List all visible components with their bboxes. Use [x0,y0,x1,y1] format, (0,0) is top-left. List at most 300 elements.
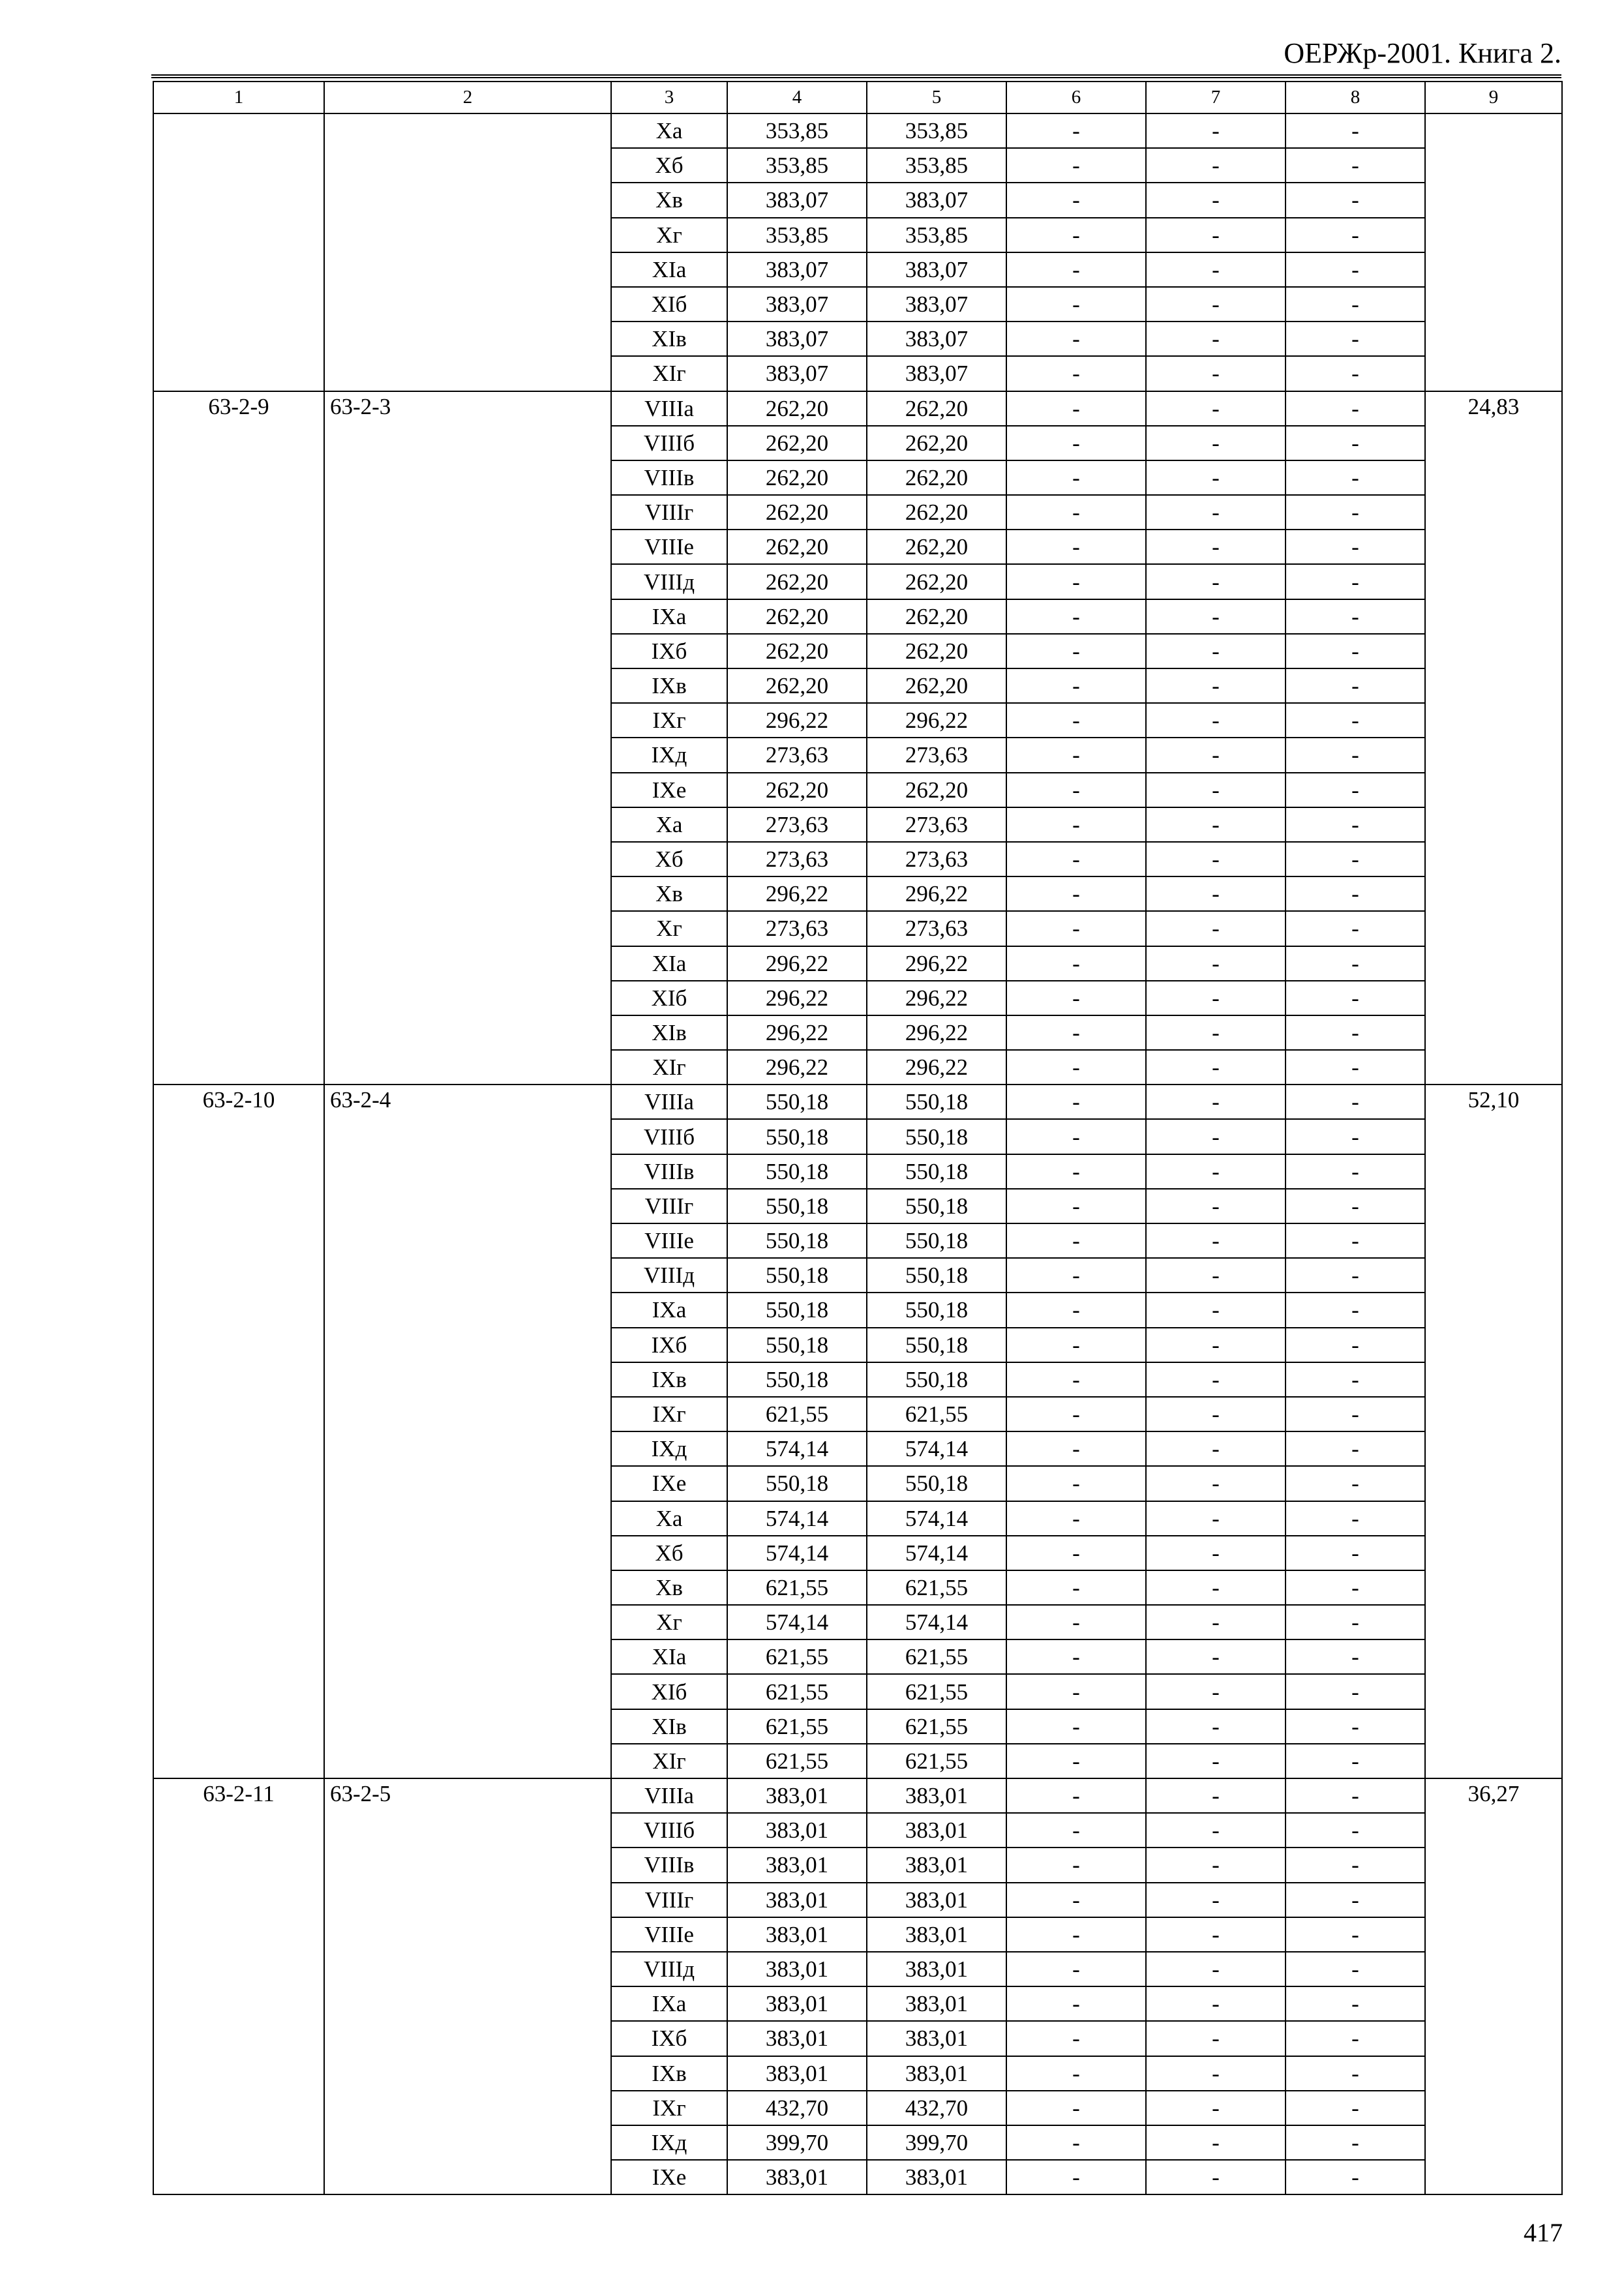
category-cell: XIб [611,287,727,322]
category-cell: VIIIe [611,530,727,564]
category-cell: Xв [611,876,727,911]
value-cell: 296,22 [867,876,1006,911]
dash-cell: - [1006,599,1146,634]
value-cell: 574,14 [727,1501,867,1536]
dash-cell: - [1146,460,1286,495]
dash-cell: - [1006,1328,1146,1362]
value-cell: 550,18 [727,1154,867,1189]
category-cell: VIIIд [611,1258,727,1293]
value-cell: 273,63 [727,842,867,876]
category-cell: Xa [611,1501,727,1536]
value-cell: 550,18 [727,1328,867,1362]
dash-cell: - [1006,1986,1146,2021]
category-cell: IXa [611,1293,727,1327]
value-cell: 262,20 [867,634,1006,668]
dash-cell: - [1286,1397,1425,1431]
value-cell: 383,07 [727,252,867,287]
value-cell: 383,01 [867,1778,1006,1813]
table-row [153,113,1562,148]
item-code-cell: 63-2-10 [153,1085,324,1778]
category-cell: XIб [611,981,727,1015]
dash-cell: - [1146,1223,1286,1258]
dash-cell: - [1006,1501,1146,1536]
base-ref-cell [324,113,611,391]
dash-cell: - [1286,460,1425,495]
dash-cell: - [1006,911,1146,946]
value-cell: 353,85 [727,148,867,183]
value-cell: 383,01 [867,1986,1006,2021]
value-cell: 296,22 [727,876,867,911]
category-cell: XIг [611,356,727,391]
dash-cell: - [1286,1050,1425,1085]
value-cell: 296,22 [727,1015,867,1050]
value-cell: 383,07 [727,356,867,391]
value-cell: 621,55 [727,1674,867,1709]
category-cell: Xг [611,218,727,252]
column-number: 2 [324,82,611,113]
dash-cell: - [1006,287,1146,322]
value-cell: 262,20 [867,495,1006,530]
value-cell: 621,55 [867,1397,1006,1431]
value-cell: 574,14 [867,1431,1006,1466]
value-cell: 262,20 [727,426,867,460]
category-cell: IXв [611,2056,727,2091]
value-cell: 550,18 [867,1085,1006,1119]
dash-cell: - [1286,599,1425,634]
dash-cell: - [1286,1223,1425,1258]
value-cell: 383,01 [867,2021,1006,2056]
value-cell: 550,18 [727,1293,867,1327]
dash-cell: - [1286,1674,1425,1709]
column-number: 5 [867,82,1006,113]
dash-cell: - [1146,1050,1286,1085]
dash-cell: - [1286,2091,1425,2125]
dash-cell: - [1006,460,1146,495]
dash-cell: - [1006,1778,1146,1813]
value-cell: 621,55 [727,1570,867,1605]
dash-cell: - [1146,1119,1286,1154]
dash-cell: - [1146,1189,1286,1223]
dash-cell: - [1286,842,1425,876]
dash-cell: - [1146,1397,1286,1431]
dash-cell: - [1286,113,1425,148]
dash-cell: - [1286,1917,1425,1952]
value-cell: 262,20 [867,391,1006,426]
category-cell: XIв [611,322,727,356]
dash-cell: - [1146,391,1286,426]
dash-cell: - [1286,1883,1425,1917]
value-cell: 383,07 [867,356,1006,391]
dash-cell: - [1006,2125,1146,2160]
category-cell: VIIIг [611,1883,727,1917]
dash-cell: - [1286,148,1425,183]
value-cell: 621,55 [867,1570,1006,1605]
value-cell: 621,55 [727,1397,867,1431]
dash-cell: - [1146,842,1286,876]
dash-cell: - [1006,1709,1146,1744]
dash-cell: - [1146,2160,1286,2194]
dash-cell: - [1006,322,1146,356]
category-cell: Xг [611,911,727,946]
dash-cell: - [1146,1328,1286,1362]
dash-cell: - [1146,183,1286,217]
value-cell: 574,14 [727,1605,867,1639]
dash-cell: - [1006,1605,1146,1639]
dash-cell: - [1146,1605,1286,1639]
value-cell: 262,20 [727,634,867,668]
value-cell: 383,01 [867,2160,1006,2194]
category-cell: XIб [611,1674,727,1709]
dash-cell: - [1146,1466,1286,1501]
category-cell: XIa [611,946,727,981]
value-cell: 383,01 [727,1952,867,1986]
dash-cell: - [1006,1674,1146,1709]
dash-cell: - [1146,1015,1286,1050]
value-cell: 383,01 [867,1952,1006,1986]
dash-cell: - [1286,391,1425,426]
value-cell: 621,55 [727,1639,867,1674]
value-cell: 262,20 [867,530,1006,564]
value-cell: 550,18 [727,1223,867,1258]
category-cell: XIг [611,1744,727,1778]
dash-cell: - [1286,1466,1425,1501]
dash-cell: - [1006,218,1146,252]
table-row [153,1778,1562,1813]
value-cell: 296,22 [867,1050,1006,1085]
column-9-cell: 36,27 [1425,1778,1562,2194]
value-cell: 273,63 [867,738,1006,772]
dash-cell: - [1146,1570,1286,1605]
dash-cell: - [1006,391,1146,426]
dash-cell: - [1146,1639,1286,1674]
category-cell: VIIIб [611,426,727,460]
value-cell: 262,20 [727,668,867,703]
value-cell: 550,18 [867,1293,1006,1327]
value-cell: 621,55 [867,1639,1006,1674]
dash-cell: - [1146,1501,1286,1536]
dash-cell: - [1006,183,1146,217]
dash-cell: - [1146,911,1286,946]
dash-cell: - [1146,1536,1286,1570]
dash-cell: - [1006,1639,1146,1674]
value-cell: 550,18 [727,1258,867,1293]
category-cell: VIIIв [611,460,727,495]
dash-cell: - [1286,981,1425,1015]
value-cell: 353,85 [727,218,867,252]
dash-cell: - [1146,1778,1286,1813]
dash-cell: - [1146,946,1286,981]
dash-cell: - [1146,1258,1286,1293]
dash-cell: - [1146,1362,1286,1397]
value-cell: 574,14 [867,1501,1006,1536]
dash-cell: - [1006,564,1146,599]
value-cell: 550,18 [867,1154,1006,1189]
dash-cell: - [1146,2091,1286,2125]
dash-cell: - [1146,634,1286,668]
value-cell: 296,22 [727,981,867,1015]
value-cell: 550,18 [727,1119,867,1154]
value-cell: 273,63 [727,911,867,946]
dash-cell: - [1006,1293,1146,1327]
column-9-cell [1425,113,1562,391]
value-cell: 383,01 [867,1813,1006,1848]
value-cell: 550,18 [867,1466,1006,1501]
value-cell: 550,18 [867,1119,1006,1154]
dash-cell: - [1146,356,1286,391]
category-cell: Xa [611,807,727,842]
dash-cell: - [1006,530,1146,564]
value-cell: 383,07 [727,287,867,322]
dash-cell: - [1006,1015,1146,1050]
dash-cell: - [1286,183,1425,217]
value-cell: 383,01 [867,2056,1006,2091]
dash-cell: - [1006,356,1146,391]
value-cell: 383,07 [867,183,1006,217]
dash-cell: - [1286,1258,1425,1293]
dash-cell: - [1286,1848,1425,1882]
value-cell: 550,18 [867,1362,1006,1397]
dash-cell: - [1286,1085,1425,1119]
dash-cell: - [1006,2091,1146,2125]
dash-cell: - [1286,1119,1425,1154]
dash-cell: - [1146,1154,1286,1189]
value-cell: 574,14 [727,1431,867,1466]
dash-cell: - [1006,1883,1146,1917]
category-cell: VIIIг [611,495,727,530]
value-cell: 574,14 [867,1605,1006,1639]
value-cell: 383,07 [867,322,1006,356]
dash-cell: - [1286,1986,1425,2021]
column-9-cell: 52,10 [1425,1085,1562,1778]
value-cell: 550,18 [867,1328,1006,1362]
dash-cell: - [1286,1952,1425,1986]
dash-cell: - [1146,2056,1286,2091]
value-cell: 383,01 [727,1986,867,2021]
value-cell: 383,01 [727,1813,867,1848]
dash-cell: - [1286,2125,1425,2160]
dash-cell: - [1006,1050,1146,1085]
dash-cell: - [1146,426,1286,460]
value-cell: 621,55 [867,1709,1006,1744]
dash-cell: - [1146,1431,1286,1466]
base-ref-cell: 63-2-3 [324,391,611,1085]
dash-cell: - [1146,322,1286,356]
value-cell: 432,70 [867,2091,1006,2125]
value-cell: 383,07 [727,183,867,217]
value-cell: 296,22 [867,946,1006,981]
dash-cell: - [1146,1917,1286,1952]
column-number: 7 [1146,82,1286,113]
column-number-row [153,82,1562,113]
dash-cell: - [1286,634,1425,668]
dash-cell: - [1146,113,1286,148]
dash-cell: - [1146,218,1286,252]
dash-cell: - [1286,1154,1425,1189]
category-cell: Xб [611,1536,727,1570]
dash-cell: - [1286,426,1425,460]
dash-cell: - [1286,1536,1425,1570]
value-cell: 296,22 [727,1050,867,1085]
dash-cell: - [1006,1362,1146,1397]
dash-cell: - [1286,1605,1425,1639]
category-cell: IXд [611,738,727,772]
dash-cell: - [1146,599,1286,634]
category-cell: Xг [611,1605,727,1639]
category-cell: IXв [611,668,727,703]
category-cell: IXe [611,773,727,807]
category-cell: VIIIe [611,1223,727,1258]
value-cell: 353,85 [867,148,1006,183]
value-cell: 383,01 [867,1883,1006,1917]
category-cell: Xa [611,113,727,148]
value-cell: 383,01 [727,2056,867,2091]
dash-cell: - [1006,634,1146,668]
category-cell: IXг [611,2091,727,2125]
dash-cell: - [1286,1431,1425,1466]
category-cell: VIIIe [611,1917,727,1952]
dash-cell: - [1286,1639,1425,1674]
category-cell: Xв [611,183,727,217]
value-cell: 621,55 [867,1674,1006,1709]
value-cell: 262,20 [727,599,867,634]
category-cell: VIIIд [611,564,727,599]
dash-cell: - [1286,495,1425,530]
document-header: ОЕРЖр-2001. Книга 2. [1284,37,1561,69]
value-cell: 383,01 [867,1917,1006,1952]
dash-cell: - [1286,773,1425,807]
value-cell: 262,20 [727,564,867,599]
category-cell: IXд [611,1431,727,1466]
category-cell: IXa [611,1986,727,2021]
page-number: 417 [1524,2218,1563,2247]
dash-cell: - [1006,1466,1146,1501]
value-cell: 432,70 [727,2091,867,2125]
column-number: 9 [1425,82,1562,113]
base-ref-cell: 63-2-4 [324,1085,611,1778]
value-cell: 273,63 [727,738,867,772]
value-cell: 550,18 [867,1223,1006,1258]
category-cell: IXa [611,599,727,634]
value-cell: 273,63 [867,842,1006,876]
value-cell: 383,01 [867,1848,1006,1882]
value-cell: 296,22 [867,703,1006,738]
column-9-cell: 24,83 [1425,391,1562,1085]
dash-cell: - [1146,1952,1286,1986]
dash-cell: - [1286,2021,1425,2056]
base-ref-cell: 63-2-5 [324,1778,611,2194]
value-cell: 383,07 [727,322,867,356]
dash-cell: - [1006,1917,1146,1952]
column-number: 3 [611,82,727,113]
category-cell: VIIIa [611,391,727,426]
dash-cell: - [1006,668,1146,703]
dash-cell: - [1006,738,1146,772]
dash-cell: - [1006,495,1146,530]
value-cell: 550,18 [727,1189,867,1223]
category-cell: VIIIв [611,1154,727,1189]
dash-cell: - [1286,1744,1425,1778]
dash-cell: - [1146,668,1286,703]
dash-cell: - [1146,287,1286,322]
value-cell: 550,18 [727,1466,867,1501]
value-cell: 262,20 [727,773,867,807]
dash-cell: - [1146,2021,1286,2056]
category-cell: IXб [611,2021,727,2056]
category-cell: VIIIб [611,1813,727,1848]
category-cell: IXд [611,2125,727,2160]
dash-cell: - [1006,252,1146,287]
rates-table [153,81,1563,2195]
dash-cell: - [1006,1431,1146,1466]
dash-cell: - [1286,1709,1425,1744]
dash-cell: - [1006,1570,1146,1605]
dash-cell: - [1006,1397,1146,1431]
category-cell: IXг [611,1397,727,1431]
category-cell: XIa [611,252,727,287]
dash-cell: - [1286,946,1425,981]
dash-cell: - [1006,703,1146,738]
dash-cell: - [1286,1293,1425,1327]
table-row [153,391,1562,426]
table-row [153,1085,1562,1119]
value-cell: 296,22 [727,946,867,981]
dash-cell: - [1146,773,1286,807]
category-cell: IXв [611,1362,727,1397]
dash-cell: - [1006,1223,1146,1258]
dash-cell: - [1006,426,1146,460]
value-cell: 262,20 [727,391,867,426]
value-cell: 262,20 [727,495,867,530]
dash-cell: - [1146,1293,1286,1327]
value-cell: 296,22 [867,1015,1006,1050]
value-cell: 550,18 [867,1189,1006,1223]
dash-cell: - [1286,356,1425,391]
dash-cell: - [1146,807,1286,842]
dash-cell: - [1286,1362,1425,1397]
dash-cell: - [1286,1813,1425,1848]
dash-cell: - [1146,703,1286,738]
category-cell: XIв [611,1015,727,1050]
dash-cell: - [1286,876,1425,911]
dash-cell: - [1006,842,1146,876]
value-cell: 550,18 [727,1085,867,1119]
value-cell: 383,01 [727,2160,867,2194]
category-cell: XIв [611,1709,727,1744]
item-code-cell: 63-2-11 [153,1778,324,2194]
dash-cell: - [1006,981,1146,1015]
column-number: 6 [1006,82,1146,113]
table-body [153,82,1562,2194]
value-cell: 383,07 [867,252,1006,287]
value-cell: 353,85 [867,218,1006,252]
dash-cell: - [1006,1848,1146,1882]
category-cell: VIIIг [611,1189,727,1223]
dash-cell: - [1006,876,1146,911]
value-cell: 550,18 [867,1258,1006,1293]
dash-cell: - [1286,738,1425,772]
value-cell: 383,01 [727,1883,867,1917]
category-cell: IXe [611,2160,727,2194]
dash-cell: - [1146,1883,1286,1917]
dash-cell: - [1006,1085,1146,1119]
category-cell: XIa [611,1639,727,1674]
value-cell: 262,20 [867,426,1006,460]
value-cell: 262,20 [867,599,1006,634]
value-cell: 383,07 [867,287,1006,322]
dash-cell: - [1286,322,1425,356]
dash-cell: - [1286,911,1425,946]
value-cell: 296,22 [867,981,1006,1015]
